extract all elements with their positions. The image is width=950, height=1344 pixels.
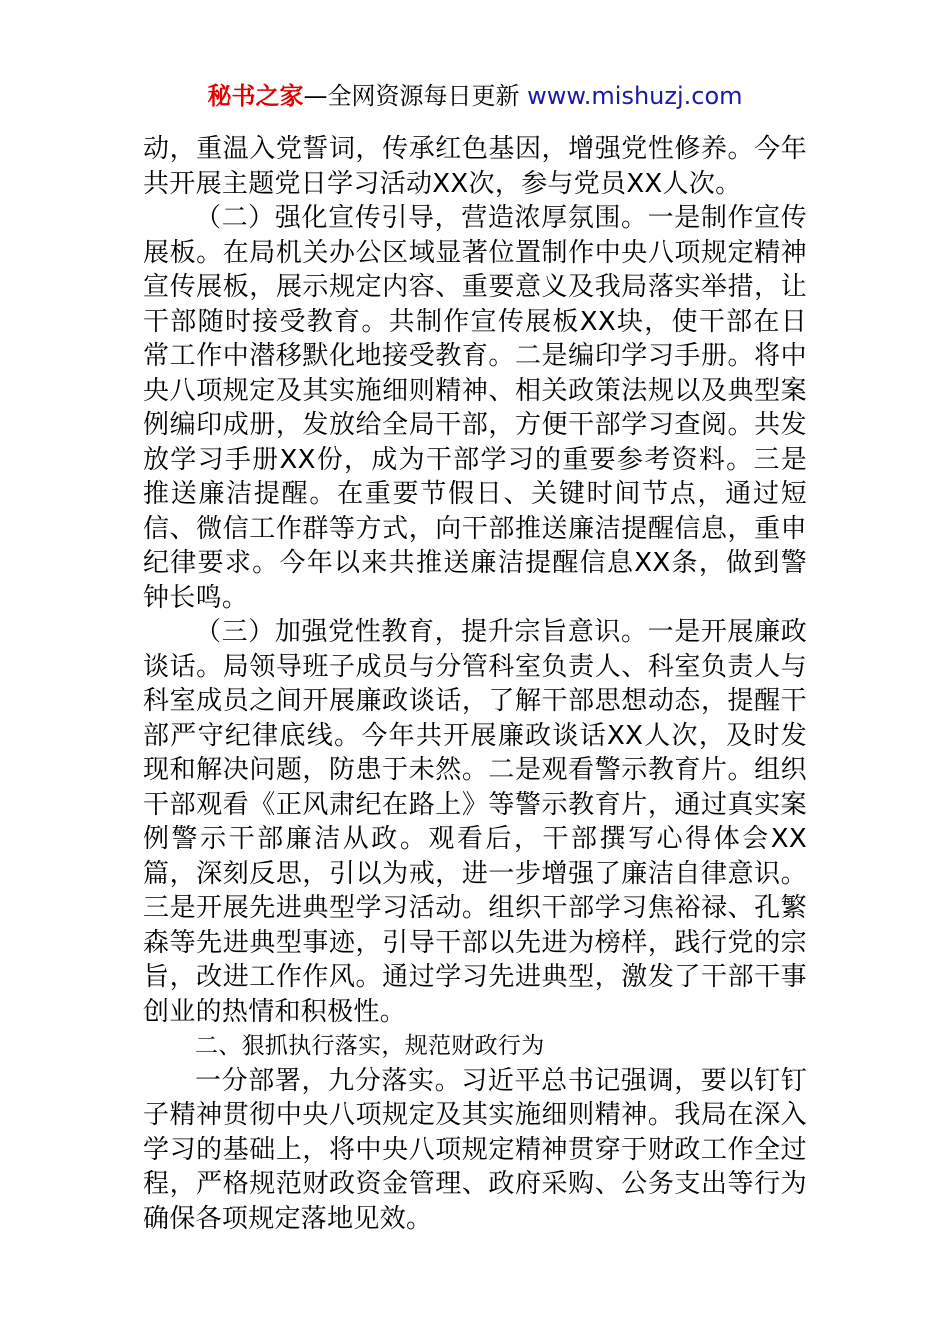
paragraph-continued: 动，重温入党誓词，传承红色基因，增强党性修养。今年共开展主题党日学习活动XX次，参与党员XX人次。 (143, 134, 807, 199)
site-tagline: —全网资源每日更新 (303, 82, 520, 110)
paragraph-publicity: （二）强化宣传引导，营造浓厚氛围。一是制作宣传展板。在局机关办公区域显著位置制作中央八项规定精神宣传展板，展示规定内容、重要意义及我局落实举措，让干部随时接受教育。共制作宣传展板XX块，使干部在日常工作中潜移默化地接受教育。二是编印学习手册。将中央八项规定及其实施细则精神、相关政策法规以及典型案例编印成册，发放给全局干部，方便干部学习查阅。共发放学习手册XX份，成为干部学习的重要参考资料。三是推送廉洁提醒。在重要节假日、关键时间节点，通过短信、微信工作群等方式，向干部推送廉洁提醒信息，重申纪律要求。今年以来共推送廉洁提醒信息XX条，做到警钟长鸣。 (143, 203, 807, 613)
paragraph-implementation: 一分部署，九分落实。习近平总书记强调，要以钉钉子精神贯彻中央八项规定及其实施细则精神。我局在深入学习的基础上，将中央八项规定精神贯穿于财政工作全过程，严格规范财政资金管理、政府采购、公务支出等行为确保各项规定落地见效。 (143, 1065, 807, 1234)
site-brand: 秘书之家 (207, 82, 304, 110)
paragraph-party-education: （三）加强党性教育，提升宗旨意识。一是开展廉政谈话。局领导班子成员与分管科室负责人、科室负责人与科室成员之间开展廉政谈话，了解干部思想动态，提醒干部严守纪律底线。今年共开展廉政谈话XX人次，及时发现和解决问题，防患于未然。二是观看警示教育片。组织干部观看《正风肃纪在路上》等警示教育片，通过真实案例警示干部廉洁从政。观看后，干部撰写心得体会XX篇，深刻反思，引以为戒，进一步增强了廉洁自律意识。三是开展先进典型学习活动。组织干部学习焦裕禄、孔繁森等先进典型事迹，引导干部以先进为榜样，践行党的宗旨，改进工作作风。通过学习先进典型，激发了干部干事创业的热情和积极性。 (143, 617, 807, 1027)
site-header (0, 80, 950, 112)
document-body (143, 132, 807, 1236)
site-url-link[interactable]: www.mishuzj.com (527, 82, 743, 110)
section-heading: 二、狠抓执行落实，规范财政行为 (195, 1033, 545, 1059)
